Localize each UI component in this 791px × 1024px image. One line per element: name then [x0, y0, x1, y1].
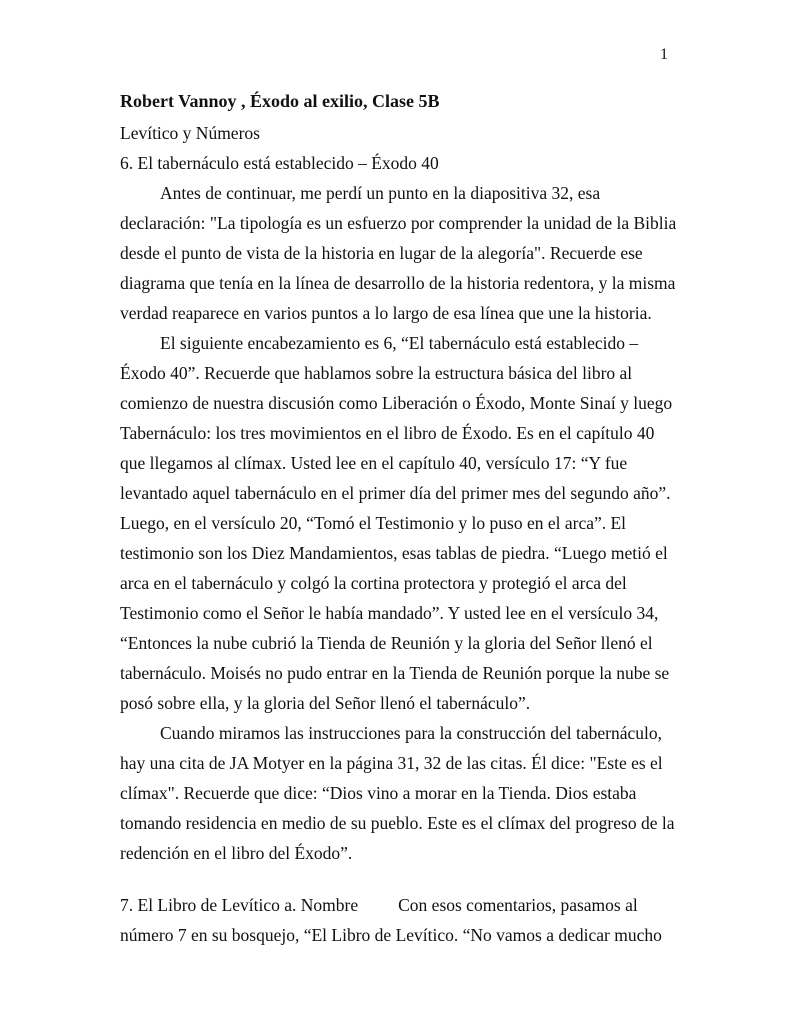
paragraph-2: El siguiente encabezamiento es 6, “El tabernáculo está establecido – Éxodo 40”. Recuerde que hablamos sobre la estructura básica del libro al comienzo de nuestra discusión como Liberación o Éxodo, Monte Sinaí y luego Tabernáculo: los tres movimientos en el libro de Éxodo. Es en el capítulo 40 que llegamos al clímax. Usted lee en el capítulo 40, versículo 17: “Y fue levantado aquel tabernáculo en el primer día del primer mes del segundo año”. Luego, en el versículo 20, “Tomó el Testimonio y lo puso en el arca”. El testimonio son los Diez Mandamientos, esas tablas de piedra. “Luego metió el arca en el tabernáculo y colgó la cortina protectora y protegió el arca del Testimonio como el Señor le había mandado”. Y usted lee en el versículo 34, “Entonces la nube cubrió la Tienda de Reunión y la gloria del Señor llenó el tabernáculo. Moisés no pudo entrar en la Tienda de Reunión porque la nube se posó sobre ella, y la gloria del Señor llenó el tabernáculo”. [120, 333, 673, 713]
paragraph-1: Antes de continuar, me perdí un punto en la diapositiva 32, esa declaración: "La tipología es un esfuerzo por comprender la unidad de la Biblia desde el punto de vista de la historia en lugar de la alegoría". Recuerde ese diagrama que tenía en la línea de desarrollo de la historia redentora, y la misma verdad reaparece en varios puntos a lo largo de esa línea que une la historia. [120, 183, 677, 323]
page-number: 1 [660, 46, 668, 63]
document-subtitle: Levítico y Números [120, 123, 260, 143]
section-heading-6: 6. El tabernáculo está establecido – Éxodo 40 [120, 153, 439, 173]
document-body [120, 88, 680, 950]
paragraph-7: Con esos comentarios, pasamos al número 7 en su bosquejo, “El Libro de Levítico. “No vamos a dedicar mucho [120, 895, 662, 945]
section-7-block [120, 890, 680, 950]
section-heading-7: 7. El Libro de Levítico a. Nombre [120, 895, 359, 915]
document-title: Robert Vannoy , Éxodo al exilio, Clase 5B [120, 91, 440, 111]
section-spacer [120, 868, 680, 890]
paragraph-3: Cuando miramos las instrucciones para la construcción del tabernáculo, hay una cita de JA Motyer en la página 31, 32 de las citas. Él dice: "Este es el clímax". Recuerde que dice: “Dios vino a morar en la Tienda. Dios estaba tomando residencia en medio de su pueblo. Este es el clímax del progreso de la redención en el libro del Éxodo”. [120, 723, 675, 863]
